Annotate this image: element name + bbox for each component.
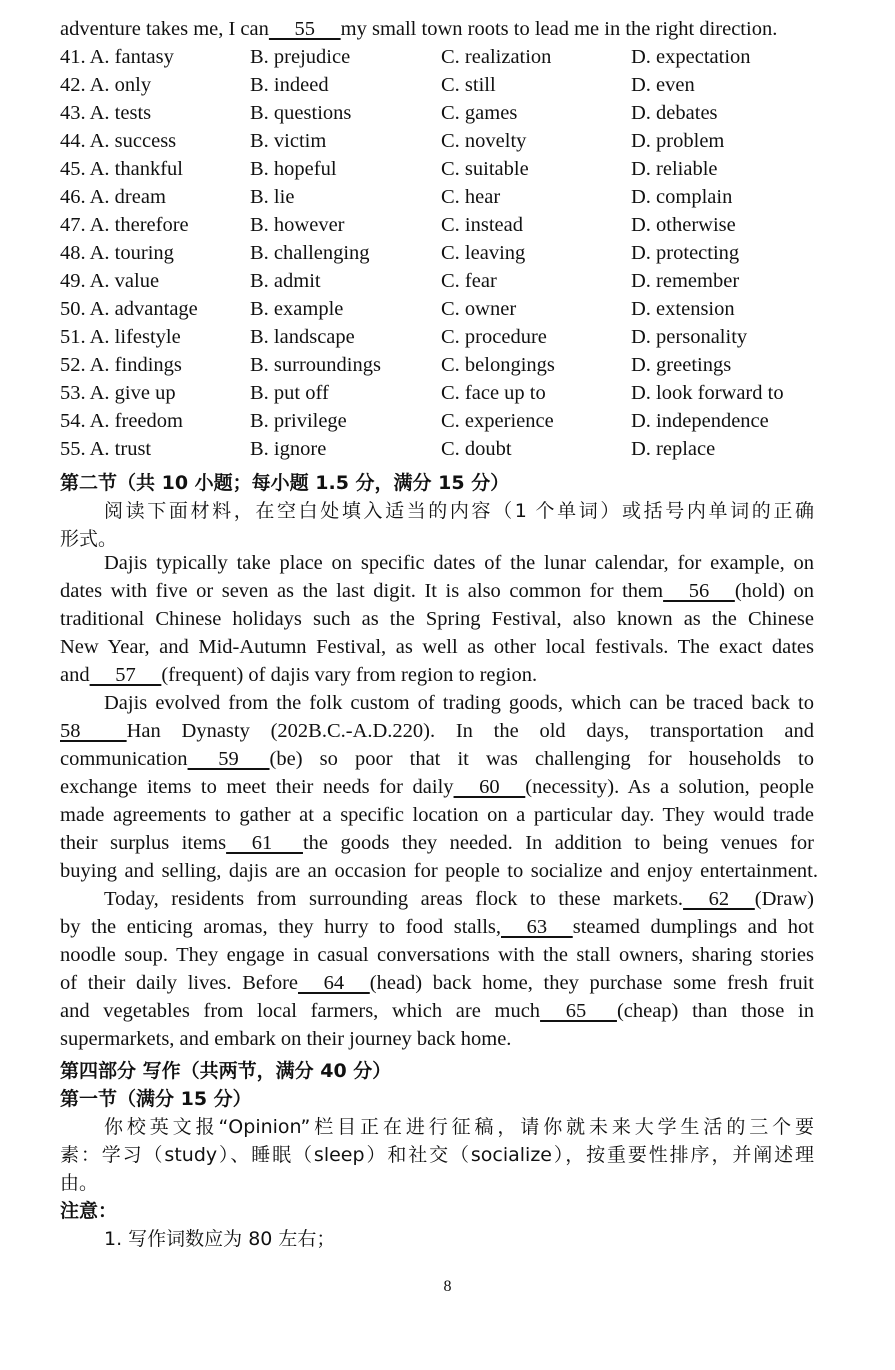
option-a <box>60 438 151 461</box>
option-d <box>631 438 715 461</box>
option-d <box>631 382 784 405</box>
option-text: C. novelty <box>441 130 527 152</box>
option-c <box>441 102 517 125</box>
option-text: B. example <box>250 298 344 320</box>
option-d <box>631 158 718 181</box>
option-c <box>441 130 526 153</box>
option-text: D. remember <box>631 270 740 292</box>
p1-line-1: Dajis typically take place on specific dates of the lunar calendar, for example, on <box>104 552 814 574</box>
option-text: B. lie <box>250 186 295 208</box>
option-a <box>60 326 181 349</box>
option-c <box>441 270 497 293</box>
writing-prompt-line-3: 由。 <box>60 1172 99 1194</box>
option-text: A. touring <box>89 242 174 264</box>
p2-line-4 <box>60 776 814 799</box>
p1-line-5 <box>60 664 820 687</box>
option-text: C. hear <box>441 186 501 208</box>
p2-text: their surplus items <box>60 832 227 854</box>
option-text: B. hopeful <box>250 158 337 180</box>
option-text: A. value <box>89 270 160 292</box>
option-text: D. complain <box>631 186 733 208</box>
blank-56: 56 <box>663 580 735 602</box>
question-number: 45. <box>60 158 86 180</box>
option-a <box>60 410 183 433</box>
notice-item-1: 1. 写作词数应为 80 左右； <box>104 1228 336 1250</box>
p2-text: the goods they needed. In addition to being venues for <box>302 832 814 854</box>
intro-before: adventure takes me, I can <box>60 18 269 40</box>
writing-prompt-line-2: 素：学习（study）、睡眠（sleep）和社交（socialize），按重要性排序，并阐述理 <box>60 1144 814 1166</box>
p1-text: dates with five or seven as the last digit. It is also common for them <box>60 580 664 602</box>
p2-line-2 <box>60 720 814 743</box>
option-row <box>60 410 830 438</box>
p3-line-4 <box>60 972 814 995</box>
intro-after: my small town roots to lead me in the right direction. <box>340 18 778 40</box>
option-d <box>631 46 751 69</box>
option-text: B. victim <box>250 130 327 152</box>
option-c <box>441 214 523 237</box>
section2-instruction-1: 阅读下面材料，在空白处填入适当的内容（1 个单词）或括号内单词的正确 <box>104 500 814 522</box>
question-number: 42. <box>60 74 86 96</box>
p3-text: by the enticing aromas, they hurry to food stalls, <box>60 916 501 938</box>
option-text: D. expectation <box>631 46 751 68</box>
option-text: D. look forward to <box>631 382 784 404</box>
option-d <box>631 242 739 265</box>
p2-text: exchange items to meet their needs for daily <box>60 776 454 798</box>
option-text: A. freedom <box>89 410 183 432</box>
option-text: C. owner <box>441 298 517 320</box>
option-b <box>250 102 351 125</box>
p3-line-6: supermarkets, and embark on their journey back home. <box>60 1028 512 1050</box>
option-row <box>60 326 830 354</box>
option-b <box>250 354 381 377</box>
option-text: A. trust <box>89 438 152 460</box>
option-a <box>60 158 183 181</box>
option-a <box>60 354 182 377</box>
option-b <box>250 410 347 433</box>
blank-62: 62 <box>683 888 755 910</box>
option-text: A. fantasy <box>89 46 174 68</box>
blank-64: 64 <box>298 972 370 994</box>
option-text: C. doubt <box>441 438 512 460</box>
p3-text: (Draw) <box>754 888 814 910</box>
p2-line-5: made agreements to gather at a specific location on a particular day. They would trade <box>60 804 814 826</box>
option-d <box>631 410 769 433</box>
option-a <box>60 270 159 293</box>
option-c <box>441 354 555 377</box>
option-text: D. reliable <box>631 158 718 180</box>
option-b <box>250 158 337 181</box>
p1-text: and <box>60 664 90 686</box>
p2-line-6 <box>60 832 814 855</box>
option-text: D. personality <box>631 326 748 348</box>
question-number: 52. <box>60 354 86 376</box>
option-text: A. thankful <box>89 158 183 180</box>
option-b <box>250 270 321 293</box>
option-text: B. put off <box>250 382 329 404</box>
option-row <box>60 214 830 242</box>
option-text: C. leaving <box>441 242 526 264</box>
blank-58: 58 <box>60 720 127 742</box>
option-a <box>60 214 189 237</box>
p1-line-3: traditional Chinese holidays such as the Spring Festival, also known as the Chinese <box>60 608 814 630</box>
question-number: 51. <box>60 326 86 348</box>
option-b <box>250 186 294 209</box>
option-c <box>441 46 551 69</box>
question-number: 49. <box>60 270 86 292</box>
option-text: B. surroundings <box>250 354 381 376</box>
p3-text: (cheap) than those in <box>616 1000 814 1022</box>
option-text: A. dream <box>89 186 166 208</box>
question-number: 55. <box>60 438 86 460</box>
p2-line-7: buying and selling, dajis are an occasion for people to socialize and enjoy entertainment. <box>60 860 818 882</box>
option-text: B. however <box>250 214 345 236</box>
option-c <box>441 298 516 321</box>
option-text: C. belongings <box>441 354 555 376</box>
option-text: B. admit <box>250 270 321 292</box>
p2-text: (necessity). As a solution, people <box>525 776 814 798</box>
p3-text: of their daily lives. Before <box>60 972 299 994</box>
p1-text: (frequent) of dajis vary from region to region. <box>161 664 538 686</box>
option-text: B. questions <box>250 102 352 124</box>
option-text: A. only <box>89 74 152 96</box>
option-text: D. even <box>631 74 695 96</box>
option-row <box>60 382 830 410</box>
option-a <box>60 242 174 265</box>
option-b <box>250 46 350 69</box>
p2-text: Han Dynasty (202B.C.-A.D.220). In the old days, transportation and <box>126 720 814 742</box>
option-text: D. debates <box>631 102 718 124</box>
section2-instruction-2: 形式。 <box>60 528 118 550</box>
option-text: D. independence <box>631 410 769 432</box>
option-d <box>631 270 739 293</box>
option-text: A. success <box>89 130 177 152</box>
blank-63: 63 <box>501 916 573 938</box>
blank-65: 65 <box>540 1000 617 1022</box>
option-text: A. lifestyle <box>89 326 181 348</box>
option-a <box>60 382 176 405</box>
option-row <box>60 46 830 74</box>
option-text: B. landscape <box>250 326 355 348</box>
option-text: B. ignore <box>250 438 327 460</box>
blank-60: 60 <box>453 776 526 798</box>
option-text: C. still <box>441 74 496 96</box>
question-number: 44. <box>60 130 86 152</box>
option-row <box>60 74 830 102</box>
question-number: 47. <box>60 214 86 236</box>
option-d <box>631 102 718 125</box>
option-c <box>441 158 529 181</box>
option-text: C. instead <box>441 214 523 236</box>
writing-prompt-line-1: 你校英文报“Opinion”栏目正在进行征稿，请你就未来大学生活的三个要 <box>104 1116 814 1138</box>
option-d <box>631 298 735 321</box>
option-row <box>60 102 830 130</box>
option-text: D. greetings <box>631 354 732 376</box>
p1-line-4: New Year, and Mid-Autumn Festival, as well as other local festivals. The exact dates <box>60 636 814 658</box>
p1-text: (hold) on <box>734 580 814 602</box>
p2-line-1: Dajis evolved from the folk custom of trading goods, which can be traced back to <box>104 692 814 714</box>
option-a <box>60 130 176 153</box>
option-a <box>60 102 151 125</box>
p3-line-2 <box>60 916 814 939</box>
option-text: C. realization <box>441 46 552 68</box>
option-d <box>631 214 736 237</box>
question-number: 54. <box>60 410 86 432</box>
option-text: A. advantage <box>89 298 198 320</box>
option-d <box>631 130 724 153</box>
option-b <box>250 438 326 461</box>
blank-61: 61 <box>226 832 303 854</box>
option-row <box>60 130 830 158</box>
option-c <box>441 326 547 349</box>
option-d <box>631 354 731 377</box>
option-c <box>441 242 525 265</box>
blank-55: 55 <box>268 18 341 40</box>
p3-text: (head) back home, they purchase some fresh fruit <box>369 972 814 994</box>
option-a <box>60 46 174 69</box>
option-row <box>60 242 830 270</box>
option-text: C. experience <box>441 410 554 432</box>
option-text: B. privilege <box>250 410 347 432</box>
option-row <box>60 438 830 466</box>
question-number: 43. <box>60 102 86 124</box>
option-b <box>250 242 370 265</box>
option-d <box>631 186 732 209</box>
option-text: A. therefore <box>89 214 189 236</box>
p2-text: communication <box>60 748 188 770</box>
option-c <box>441 382 546 405</box>
option-b <box>250 130 326 153</box>
option-c <box>441 438 512 461</box>
p1-line-2 <box>60 580 814 603</box>
question-number: 50. <box>60 298 86 320</box>
question-number: 48. <box>60 242 86 264</box>
option-c <box>441 410 554 433</box>
part4-section1-heading: 第一节（满分 15 分） <box>60 1088 252 1110</box>
option-text: D. replace <box>631 438 716 460</box>
blank-59: 59 <box>187 748 270 770</box>
option-b <box>250 326 355 349</box>
option-text: A. tests <box>89 102 152 124</box>
option-text: B. prejudice <box>250 46 351 68</box>
option-text: C. games <box>441 102 518 124</box>
option-text: B. indeed <box>250 74 329 96</box>
option-b <box>250 74 329 97</box>
option-row <box>60 158 830 186</box>
blank-57: 57 <box>89 664 162 686</box>
option-text: C. procedure <box>441 326 547 348</box>
option-text: D. protecting <box>631 242 740 264</box>
option-row <box>60 186 830 214</box>
option-text: C. face up to <box>441 382 546 404</box>
p3-line-1 <box>104 888 814 911</box>
option-text: D. extension <box>631 298 735 320</box>
p2-text: (be) so poor that it was challenging for households to <box>269 748 814 770</box>
option-d <box>631 74 695 97</box>
option-text: D. problem <box>631 130 725 152</box>
question-number: 53. <box>60 382 86 404</box>
option-b <box>250 214 345 237</box>
option-a <box>60 298 198 321</box>
part4-heading: 第四部分 写作（共两节，满分 40 分） <box>60 1060 392 1082</box>
option-text: D. otherwise <box>631 214 736 236</box>
p2-line-3 <box>60 748 814 771</box>
option-text: A. give up <box>89 382 176 404</box>
option-b <box>250 298 343 321</box>
p3-text: and vegetables from local farmers, which are much <box>60 1000 541 1022</box>
option-text: C. fear <box>441 270 497 292</box>
p3-line-5 <box>60 1000 814 1023</box>
section2-heading: 第二节（共 10 小题；每小题 1.5 分，满分 15 分） <box>60 472 510 494</box>
option-text: A. findings <box>89 354 182 376</box>
option-a <box>60 186 166 209</box>
question-number: 46. <box>60 186 86 208</box>
option-b <box>250 382 329 405</box>
option-row <box>60 354 830 382</box>
intro-line <box>60 18 820 41</box>
option-row <box>60 270 830 298</box>
page-number: 8 <box>443 1278 452 1295</box>
question-number: 41. <box>60 46 86 68</box>
p3-text: Today, residents from surrounding areas flock to these markets. <box>104 888 684 910</box>
option-text: B. challenging <box>250 242 370 264</box>
option-a <box>60 74 151 97</box>
p3-text: steamed dumplings and hot <box>572 916 815 938</box>
notice-label: 注意： <box>60 1200 118 1222</box>
p3-line-3: noodle soup. They engage in casual conversations with the stall owners, sharing stories <box>60 944 814 966</box>
option-d <box>631 326 747 349</box>
option-c <box>441 186 500 209</box>
option-c <box>441 74 496 97</box>
option-row <box>60 298 830 326</box>
option-text: C. suitable <box>441 158 529 180</box>
